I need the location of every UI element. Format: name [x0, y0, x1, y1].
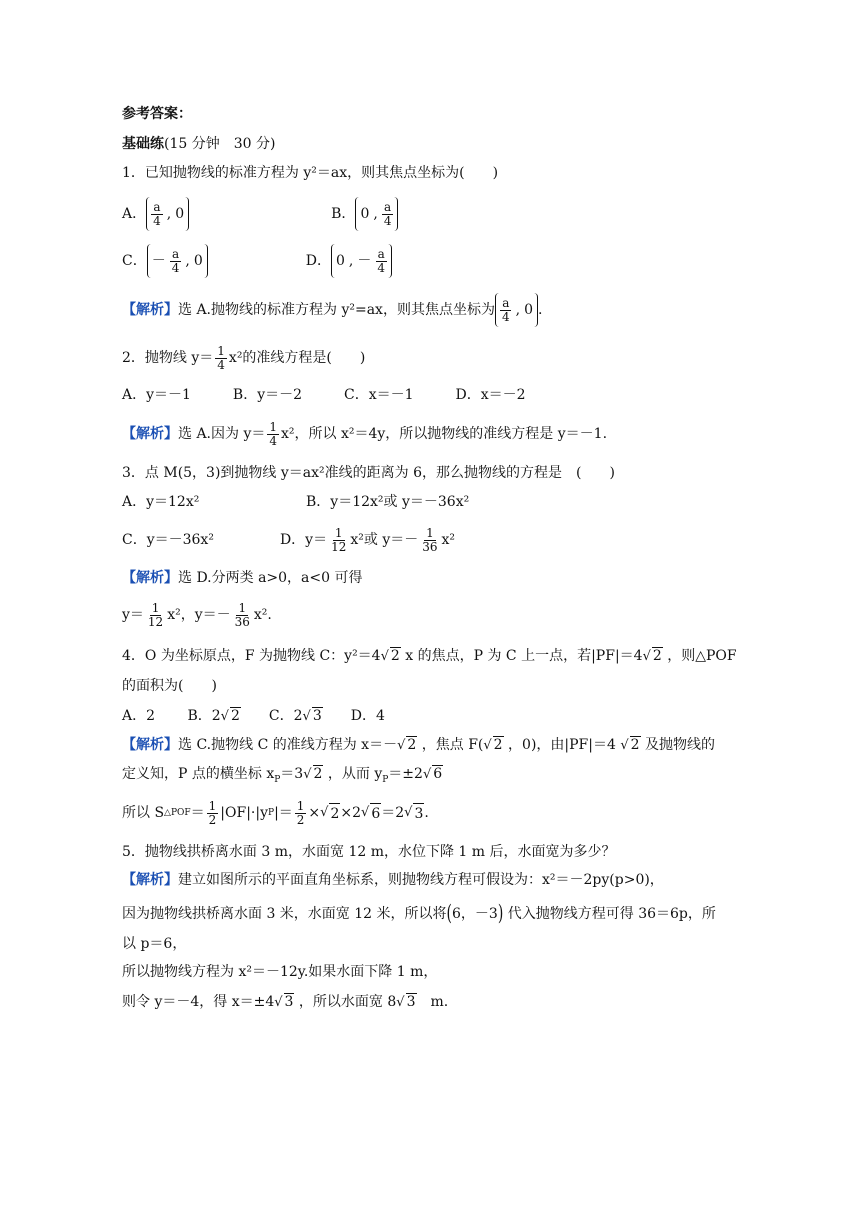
answers-title: 参考答案：	[122, 106, 192, 122]
frac-den: 4	[501, 309, 510, 324]
q3-option-d-mid: x²或 y＝－	[350, 532, 419, 548]
radicand: 2	[652, 648, 662, 664]
text: ，从而 y	[323, 766, 383, 782]
text: 代入抛物线方程可得 36＝6p，所	[503, 906, 716, 922]
frac-den: 4	[377, 260, 385, 275]
q3-option-c: C．y＝－36x²	[122, 532, 214, 548]
q4-solution-line3: 所以 S △POF ＝ $\frac{1}{2}$ |OF|·|y P |＝ $\frac{1}{2}$ × √ 2 ×2 √ 6 ＝2 √ 3 .	[122, 798, 429, 827]
q3-option-d-pre: D．y＝	[279, 532, 328, 548]
text: ×	[308, 805, 321, 821]
section-heading	[122, 134, 275, 154]
q5-solution-line4: 所以抛物线方程为 x²＝－12y.如果水面下降 1 m，	[122, 964, 438, 980]
text: m.	[416, 994, 449, 1010]
frac-den: 36	[234, 614, 250, 629]
neg-sign: －	[151, 253, 166, 269]
radicand: 3	[413, 803, 424, 824]
radicand: 3	[284, 994, 294, 1010]
q1-option-c-label: C．	[122, 253, 147, 269]
q3-options-cd	[122, 524, 455, 556]
text: 建立如图所示的平面直角坐标系，则抛物线方程可假设为：x²＝－2py(p>0)，	[178, 872, 664, 888]
q1-option-d-coord: 0 , － $\frac{a}{4}$	[331, 244, 392, 278]
frac-num: 1	[151, 600, 160, 615]
section-title: 基础练	[122, 136, 164, 152]
radicand: 2	[630, 737, 640, 753]
coord-y: 0	[524, 302, 533, 318]
text: C．2	[240, 708, 303, 724]
q2-options: A．y＝－1 B．y＝－2 C．x＝－1 D．x＝－2	[122, 387, 526, 403]
q2-solution	[122, 418, 607, 450]
text: 及抛物线的	[640, 737, 716, 753]
text: ，焦点 F(	[417, 737, 484, 753]
coord-x: 0	[335, 253, 345, 269]
frac-num: a	[171, 246, 180, 261]
radicand: 2	[390, 648, 400, 664]
solution-text: 选 A.抛物线的标准方程为 y²=ax，则其焦点坐标为	[178, 302, 495, 318]
frac-den: 12	[147, 614, 164, 629]
radicand: 2	[230, 708, 240, 724]
solution-tag: 【解析】	[122, 426, 178, 442]
solution-tag: 【解析】	[122, 302, 178, 318]
q2-stem-pre: 2．抛物线 y＝	[122, 350, 214, 366]
q5-solution-line3: 以 p＝6，	[122, 936, 187, 952]
frac-den: 2	[208, 812, 217, 827]
text: ×2	[340, 805, 362, 821]
text: .	[424, 805, 429, 821]
subscript: P	[274, 774, 281, 785]
solution-text: 选 D.分两类 a>0，a<0 可得	[178, 570, 363, 586]
text: ＝2	[381, 805, 405, 821]
radicand: 6	[433, 766, 443, 782]
coord-x: 0	[360, 206, 370, 222]
q1-solution: 【解析】 选 A.抛物线的标准方程为 y²=ax，则其焦点坐标为 $\frac{a}{4}$ , 0 .	[122, 292, 542, 328]
frac-num: 1	[334, 525, 343, 540]
text: 选 C.抛物线 C 的准线方程为 x＝－	[178, 737, 398, 753]
radicand: 2	[407, 737, 417, 753]
q1-solution-coord: $\frac{a}{4}$ , 0	[495, 293, 538, 327]
solution-pre: 选 A.因为 y＝	[178, 426, 266, 442]
solution-tag: 【解析】	[122, 570, 178, 586]
frac-num: a	[502, 295, 510, 310]
frac-num: 1	[217, 343, 225, 358]
text: ＝±2	[388, 766, 423, 782]
text: |＝	[274, 805, 293, 821]
frac-den: 36	[422, 539, 438, 554]
neg-sign: －	[357, 253, 372, 269]
solution-tag: 【解析】	[122, 872, 178, 888]
q4-solution-line1: 【解析】选 C.抛物线 C 的准线方程为 x＝－√ 2 ，焦点 F(√ 2 ，0)，由|PF|＝4 √ 2 及抛物线的	[122, 737, 716, 753]
frac-den: 4	[269, 433, 278, 448]
text: ，0)，由|PF|＝4	[503, 737, 621, 753]
q5-solution-line1	[122, 870, 664, 890]
frac-den: 4	[171, 260, 180, 275]
text: ＝	[190, 805, 205, 821]
q2-stem	[122, 342, 365, 374]
radicand: 2	[329, 803, 340, 824]
q4-stem-line1: 4．O 为坐标原点，F 为抛物线 C：y²＝4√ 2 x 的焦点，P 为 C 上一点，若|PF|＝4√ 2 ，则△POF	[122, 648, 737, 664]
text: D．4	[322, 708, 385, 724]
text: 则令 y＝－4，得 x＝±4	[122, 994, 275, 1010]
q1-option-c-coord: － $\frac{a}{4}$ , 0	[147, 244, 208, 278]
text: 定义知，P 点的横坐标 x	[122, 766, 275, 782]
q2-stem-post: x²的准线方程是( )	[228, 350, 366, 366]
point: 6，－3	[452, 906, 498, 922]
q2-fraction	[215, 345, 227, 372]
frac-den: 4	[153, 213, 161, 228]
frac-num: 1	[208, 798, 217, 813]
text: ＝3	[280, 766, 304, 782]
text: x 的焦点，P 为 C 上一点，若|PF|＝4	[400, 648, 643, 664]
q2-sol-fraction	[267, 421, 279, 448]
radicand: 3	[406, 994, 416, 1010]
text: 因为抛物线拱桥离水面 3 米，水面宽 12 米，所以将	[122, 906, 447, 922]
frac-den: 4	[383, 213, 392, 228]
frac-num: a	[384, 199, 392, 214]
q1-option-d-label: D．	[305, 253, 331, 269]
solution-tag: 【解析】	[122, 737, 178, 753]
text: ，所以水面宽 8	[294, 994, 397, 1010]
coord-y: 0	[193, 253, 203, 269]
q4-solution-line2: 定义知，P 点的横坐标 $x_P=3√$ 2 ，从而 $y_P=\pm 2√$ 6	[122, 766, 443, 785]
text: ，则△POF	[662, 648, 737, 664]
q1-option-a-label: A．	[122, 206, 147, 222]
frac-num: 1	[296, 798, 305, 813]
frac-num: 1	[269, 419, 278, 434]
section-meta: (15 分钟 30 分)	[164, 136, 276, 152]
text: |OF|·|y	[220, 805, 268, 821]
q1-option-b-label: B．	[331, 206, 356, 222]
q5-stem: 5．抛物线拱桥离水面 3 m，水面宽 12 m，水位下降 1 m 后，水面宽为多少？	[122, 844, 616, 860]
q3-stem: 3．点 M(5，3)到抛物线 y＝ax²准线的距离为 6，那么抛物线的方程是 ( )	[122, 465, 615, 481]
q1-option-a-coord: $\frac{a}{4}$ , 0	[146, 197, 189, 231]
q1-options-ab	[122, 196, 398, 232]
frac-num: a	[377, 246, 385, 261]
q3-option-d-post: x²	[441, 532, 456, 548]
eq-mid: x²，y＝－	[167, 607, 231, 623]
frac-den: 4	[217, 357, 225, 372]
q1-option-b-coord: 0 , $\frac{a}{4}$	[355, 197, 398, 231]
coord-y: 0	[175, 206, 185, 222]
frac-den: 2	[296, 812, 305, 827]
subscript: P	[382, 774, 389, 785]
radicand: 2	[313, 766, 323, 782]
frac-den: 12	[331, 539, 347, 554]
radicand: 6	[370, 803, 381, 824]
frac-num: 1	[238, 600, 247, 615]
solution-post: x²，所以 x²＝4y，所以抛物线的准线方程是 y＝－1.	[281, 426, 608, 442]
q3-solution-eq	[122, 598, 272, 632]
frac-num: a	[153, 199, 161, 214]
text: 所以 S	[122, 805, 165, 821]
q5-solution-line2: 因为抛物线拱桥离水面 3 米，水面宽 12 米，所以将(6，－3) 代入抛物线方程可得 36＝6p，所	[122, 902, 716, 926]
q1-options-cd	[122, 243, 392, 279]
radicand: 2	[493, 737, 503, 753]
q1-stem: 1．已知抛物线的标准方程为 y²＝ax，则其焦点坐标为( )	[122, 165, 499, 181]
radicand: 3	[312, 708, 322, 724]
q3-solution	[122, 568, 363, 588]
eq-pre: y＝	[122, 607, 144, 623]
q3-option-b: B．y＝12x²或 y＝－36x²	[306, 494, 470, 510]
text: 4．O 为坐标原点，F 为抛物线 C：y²＝4	[122, 648, 381, 664]
q5-solution-line5: 则令 y＝－4，得 x＝±4√ 3 ，所以水面宽 8√ 3 m.	[122, 994, 449, 1010]
text: A．2 B．2	[122, 708, 221, 724]
frac-num: 1	[426, 525, 434, 540]
q4-stem-line2: 的面积为( )	[122, 678, 217, 694]
q4-options: A．2 B．2√ 2 C．2√ 3 D．4	[122, 708, 385, 724]
q3-option-a: A．y＝12x²	[122, 494, 200, 510]
eq-post: x².	[253, 607, 272, 623]
